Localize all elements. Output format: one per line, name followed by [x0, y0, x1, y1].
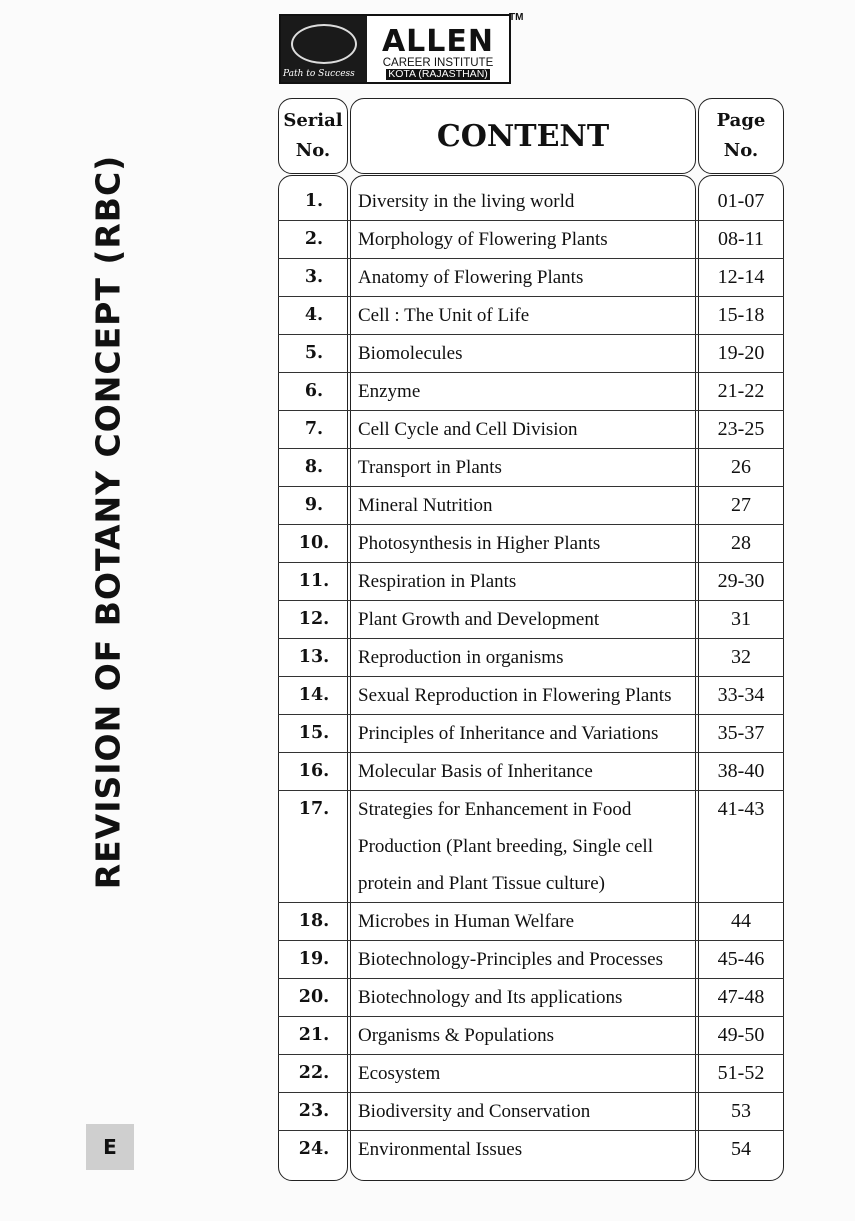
chapter-title: Strategies for Enhancement in Food Production (Plant breeding, Single cell protein and Plant Tissue culture): [358, 799, 653, 894]
logo-emblem-icon: [291, 24, 357, 64]
logo-name: ALLEN: [381, 24, 495, 59]
table-row: [278, 903, 784, 941]
logo-line2: KOTA (RAJASTHAN): [388, 68, 488, 80]
table-row: [278, 525, 784, 563]
serial-number: 20.: [298, 987, 330, 1007]
table-row: [278, 715, 784, 753]
chapter-title: Principles of Inheritance and Variations: [358, 723, 659, 744]
chapter-title: Mineral Nutrition: [358, 495, 493, 516]
serial-number: 9.: [304, 495, 324, 515]
chapter-title: Biomolecules: [358, 343, 463, 364]
chapter-title: Biotechnology-Principles and Processes: [358, 949, 664, 970]
table-row: [278, 753, 784, 791]
page-range: 27: [731, 494, 751, 516]
page-range: 32: [731, 646, 751, 668]
table-row: [278, 297, 784, 335]
serial-number: 14.: [298, 685, 330, 705]
table-row: [278, 1093, 784, 1131]
page-range: 38-40: [717, 760, 765, 782]
serial-number: 10.: [298, 533, 330, 553]
header-page: Page No.: [698, 98, 784, 174]
serial-number: 7.: [304, 419, 324, 439]
table-row: [278, 979, 784, 1017]
table-row: [278, 941, 784, 979]
chapter-title: Cell : The Unit of Life: [358, 305, 530, 326]
table-row: [278, 221, 784, 259]
chapter-title: Microbes in Human Welfare: [358, 911, 575, 932]
page-range: 35-37: [717, 722, 765, 744]
trademark: TM: [509, 12, 524, 23]
chapter-title: Enzyme: [358, 381, 421, 402]
chapter-title: Sexual Reproduction in Flowering Plants: [358, 685, 672, 706]
table-row: [278, 373, 784, 411]
serial-number: 23.: [298, 1101, 330, 1121]
table-row: [278, 259, 784, 297]
header-content: CONTENT: [350, 98, 696, 174]
table-row: [278, 183, 784, 221]
chapter-title: Biotechnology and Its applications: [358, 987, 623, 1008]
chapter-title: Biodiversity and Conservation: [358, 1101, 591, 1122]
table-row: [278, 1017, 784, 1055]
table-row: [278, 335, 784, 373]
logo-line1: CAREER INSTITUTE: [382, 57, 494, 69]
table-row: [278, 677, 784, 715]
serial-number: 15.: [298, 723, 330, 743]
logo-emblem-panel: [281, 16, 367, 82]
page-range: 53: [731, 1100, 751, 1122]
serial-number: 17.: [298, 799, 330, 819]
chapter-title: Respiration in Plants: [358, 571, 517, 592]
serial-number: 3.: [304, 267, 324, 287]
serial-number: 13.: [298, 647, 330, 667]
serial-number: 18.: [298, 911, 330, 931]
table-row: [278, 639, 784, 677]
page-range: 28: [731, 532, 751, 554]
chapter-title: Anatomy of Flowering Plants: [358, 267, 584, 288]
chapter-title: Molecular Basis of Inheritance: [358, 761, 593, 782]
side-marker: E: [86, 1124, 134, 1170]
chapter-title: Transport in Plants: [358, 457, 502, 478]
serial-number: 11.: [298, 571, 330, 591]
page-range: 29-30: [717, 570, 765, 592]
contents-table: [278, 183, 784, 1168]
chapter-title: Environmental Issues: [358, 1139, 523, 1160]
table-row: [278, 411, 784, 449]
serial-number: 24.: [298, 1139, 330, 1159]
page-range: 49-50: [717, 1024, 765, 1046]
serial-number: 12.: [298, 609, 330, 629]
page-range: 23-25: [717, 418, 765, 440]
serial-number: 4.: [304, 305, 324, 325]
chapter-title: Diversity in the living world: [358, 191, 575, 212]
page-range: 45-46: [717, 948, 765, 970]
logo-text: [367, 16, 509, 82]
chapter-title: Morphology of Flowering Plants: [358, 229, 608, 250]
serial-number: 8.: [304, 457, 324, 477]
serial-number: 21.: [298, 1025, 330, 1045]
table-row: [278, 449, 784, 487]
serial-number: 22.: [298, 1063, 330, 1083]
serial-number: 6.: [304, 381, 324, 401]
page-range: 08-11: [718, 228, 764, 250]
table-row: [278, 1055, 784, 1093]
allen-logo: [279, 14, 511, 84]
chapter-title: Organisms & Populations: [358, 1025, 554, 1046]
side-title: REVISION OF BOTANY CONCEPT (RBC): [88, 154, 128, 890]
serial-number: 16.: [298, 761, 330, 781]
chapter-title: Photosynthesis in Higher Plants: [358, 533, 601, 554]
table-row: [278, 487, 784, 525]
serial-number: 2.: [304, 229, 324, 249]
page-range: 26: [731, 456, 751, 478]
table-row: [278, 791, 784, 903]
page-range: 31: [731, 608, 751, 630]
table-row: [278, 563, 784, 601]
chapter-title: Cell Cycle and Cell Division: [358, 419, 578, 440]
page-range: 01-07: [717, 190, 765, 212]
chapter-title: Reproduction in organisms: [358, 647, 564, 668]
page-range: 47-48: [717, 986, 765, 1008]
page-range: 19-20: [717, 342, 765, 364]
serial-number: 1.: [304, 191, 324, 211]
chapter-title: Plant Growth and Development: [358, 609, 600, 630]
page-range: 33-34: [717, 684, 765, 706]
serial-number: 5.: [304, 343, 324, 363]
table-row: [278, 601, 784, 639]
header-serial: Serial No.: [278, 98, 348, 174]
page-range: 41-43: [717, 798, 765, 820]
page-range: 12-14: [717, 266, 765, 288]
logo-tagline: Path to Success: [283, 69, 355, 79]
page-range: 54: [731, 1138, 751, 1160]
page-range: 44: [731, 910, 751, 932]
page-range: 21-22: [717, 380, 765, 402]
page-range: 51-52: [717, 1062, 765, 1084]
page-range: 15-18: [717, 304, 765, 326]
serial-number: 19.: [298, 949, 330, 969]
chapter-title: Ecosystem: [358, 1063, 441, 1084]
table-row: [278, 1131, 784, 1168]
